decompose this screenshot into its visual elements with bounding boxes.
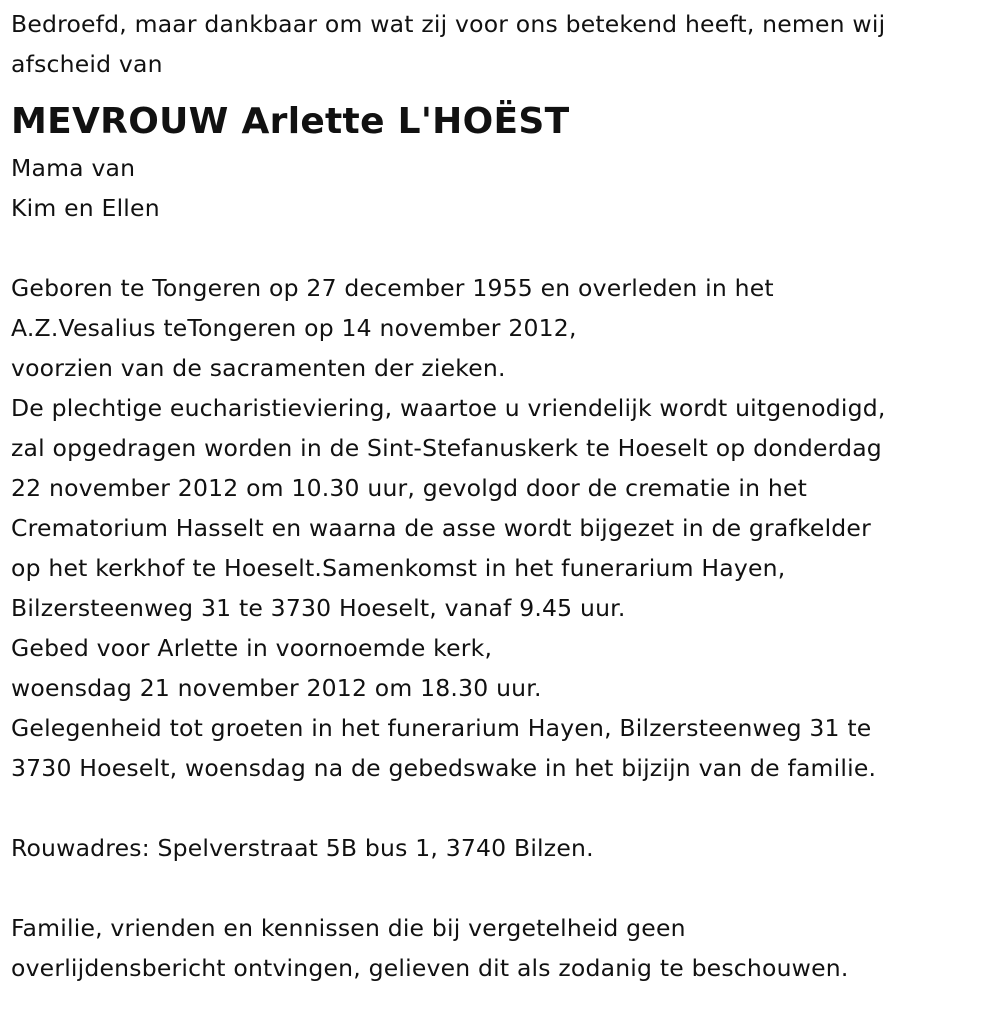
details-line-11: woensdag 21 november 2012 om 18.30 uur. [11, 674, 542, 702]
details-line-2: A.Z.Vesalius teTongeren op 14 november 2012, [11, 314, 577, 342]
details-line-6: 22 november 2012 om 10.30 uur, gevolgd door de crematie in het [11, 474, 808, 502]
details-line-10: Gebed voor Arlette in voornoemde kerk, [11, 634, 493, 662]
spacer [11, 228, 996, 268]
spacer [11, 868, 996, 908]
closing-line-2: overlijdensbericht ontvingen, gelieven dit als zodanig te beschouwen. [11, 954, 849, 982]
family-line-1: Mama van [11, 154, 136, 182]
family-line-2: Kim en Ellen [11, 194, 160, 222]
details-line-7: Crematorium Hasselt en waarna de asse wordt bijgezet in de grafkelder [11, 514, 871, 542]
details-line-4: De plechtige eucharistieviering, waartoe u vriendelijk wordt uitgenodigd, [11, 394, 886, 422]
intro-line-1: Bedroefd, maar dankbaar om wat zij voor ons betekend heeft, nemen wij [11, 10, 886, 38]
details-line-3: voorzien van de sacramenten der zieken. [11, 354, 506, 382]
details-line-1: Geboren te Tongeren op 27 december 1955 en overleden in het [11, 274, 774, 302]
details-line-8: op het kerkhof te Hoeselt.Samenkomst in het funerarium Hayen, [11, 554, 786, 582]
mourning-address: Rouwadres: Spelverstraat 5B bus 1, 3740 Bilzen. [11, 834, 594, 862]
intro-line-2: afscheid van [11, 50, 163, 78]
closing-line-1: Familie, vrienden en kennissen die bij vergetelheid geen [11, 914, 686, 942]
details-line-12: Gelegenheid tot groeten in het funerarium Hayen, Bilzersteenweg 31 te [11, 714, 872, 742]
details-line-9: Bilzersteenweg 31 te 3730 Hoeselt, vanaf 9.45 uur. [11, 594, 626, 622]
deceased-name: MEVROUW Arlette L'HOËST [11, 101, 570, 142]
details-line-5: zal opgedragen worden in de Sint-Stefanuskerk te Hoeselt op donderdag [11, 434, 882, 462]
details-line-13: 3730 Hoeselt, woensdag na de gebedswake in het bijzijn van de familie. [11, 754, 877, 782]
obituary-notice [11, 4, 996, 988]
spacer [11, 788, 996, 828]
